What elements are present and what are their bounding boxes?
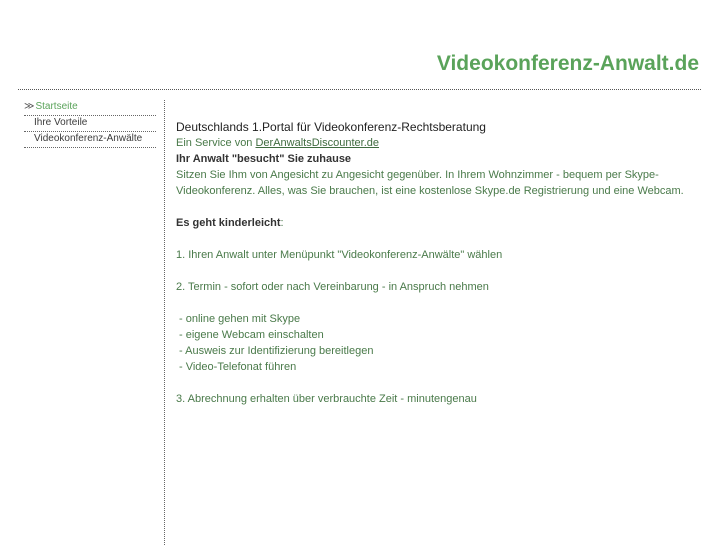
sidebar-nav — [24, 100, 156, 148]
list-item: - Ausweis zur Identifizierung bereitlegen — [179, 345, 374, 357]
intro-title: Ihr Anwalt "besucht" Sie zuhause — [176, 153, 352, 165]
steps-title-line — [176, 215, 701, 231]
service-prefix: Ein Service von — [176, 137, 256, 149]
sidebar-item-videokonferenz-anwaelte[interactable] — [24, 132, 156, 148]
step-1: 1. Ihren Anwalt unter Menüpunkt "Videokonferenz-Anwälte" wählen — [176, 249, 503, 261]
list-item: - online gehen mit Skype — [179, 313, 301, 325]
sidebar-item-ihre-vorteile[interactable] — [24, 116, 156, 132]
list-item: - Video-Telefonat führen — [179, 361, 297, 373]
header-divider — [18, 89, 701, 90]
sidebar-item-label: Ihre Vorteile — [34, 117, 88, 128]
page-heading: Deutschlands 1.Portal für Videokonferenz-Rechtsberatung — [176, 120, 486, 134]
service-link[interactable]: DerAnwaltsDiscounter.de — [255, 137, 379, 149]
steps-colon: : — [280, 217, 284, 229]
step-2: 2. Termin - sofort oder nach Vereinbarung - in Anspruch nehmen — [176, 281, 489, 293]
main-content — [176, 119, 701, 407]
sidebar-item-label: Startseite — [35, 101, 78, 112]
sidebar-divider — [164, 100, 165, 545]
site-title: Videokonferenz-Anwalt.de — [436, 52, 699, 75]
steps-title: Es geht kinderleicht — [176, 217, 281, 229]
intro-text: Sitzen Sie Ihm von Angesicht zu Angesicht gegenüber. In Ihrem Wohnzimmer - bequem per Skype-Videokonferenz. Alles, was Sie brauchen, ist eine kostenlose Skype.de Registrierung und eine Webcam. — [176, 169, 684, 197]
sidebar-item-label: Videokonferenz-Anwälte — [34, 133, 143, 144]
list-item: - eigene Webcam einschalten — [179, 329, 324, 341]
step-3: 3. Abrechnung erhalten über verbrauchte Zeit - minutengenau — [176, 393, 477, 405]
service-line — [176, 135, 701, 151]
double-chevron-right-icon: ≫ — [24, 101, 35, 112]
sidebar-item-startseite[interactable] — [24, 100, 156, 116]
